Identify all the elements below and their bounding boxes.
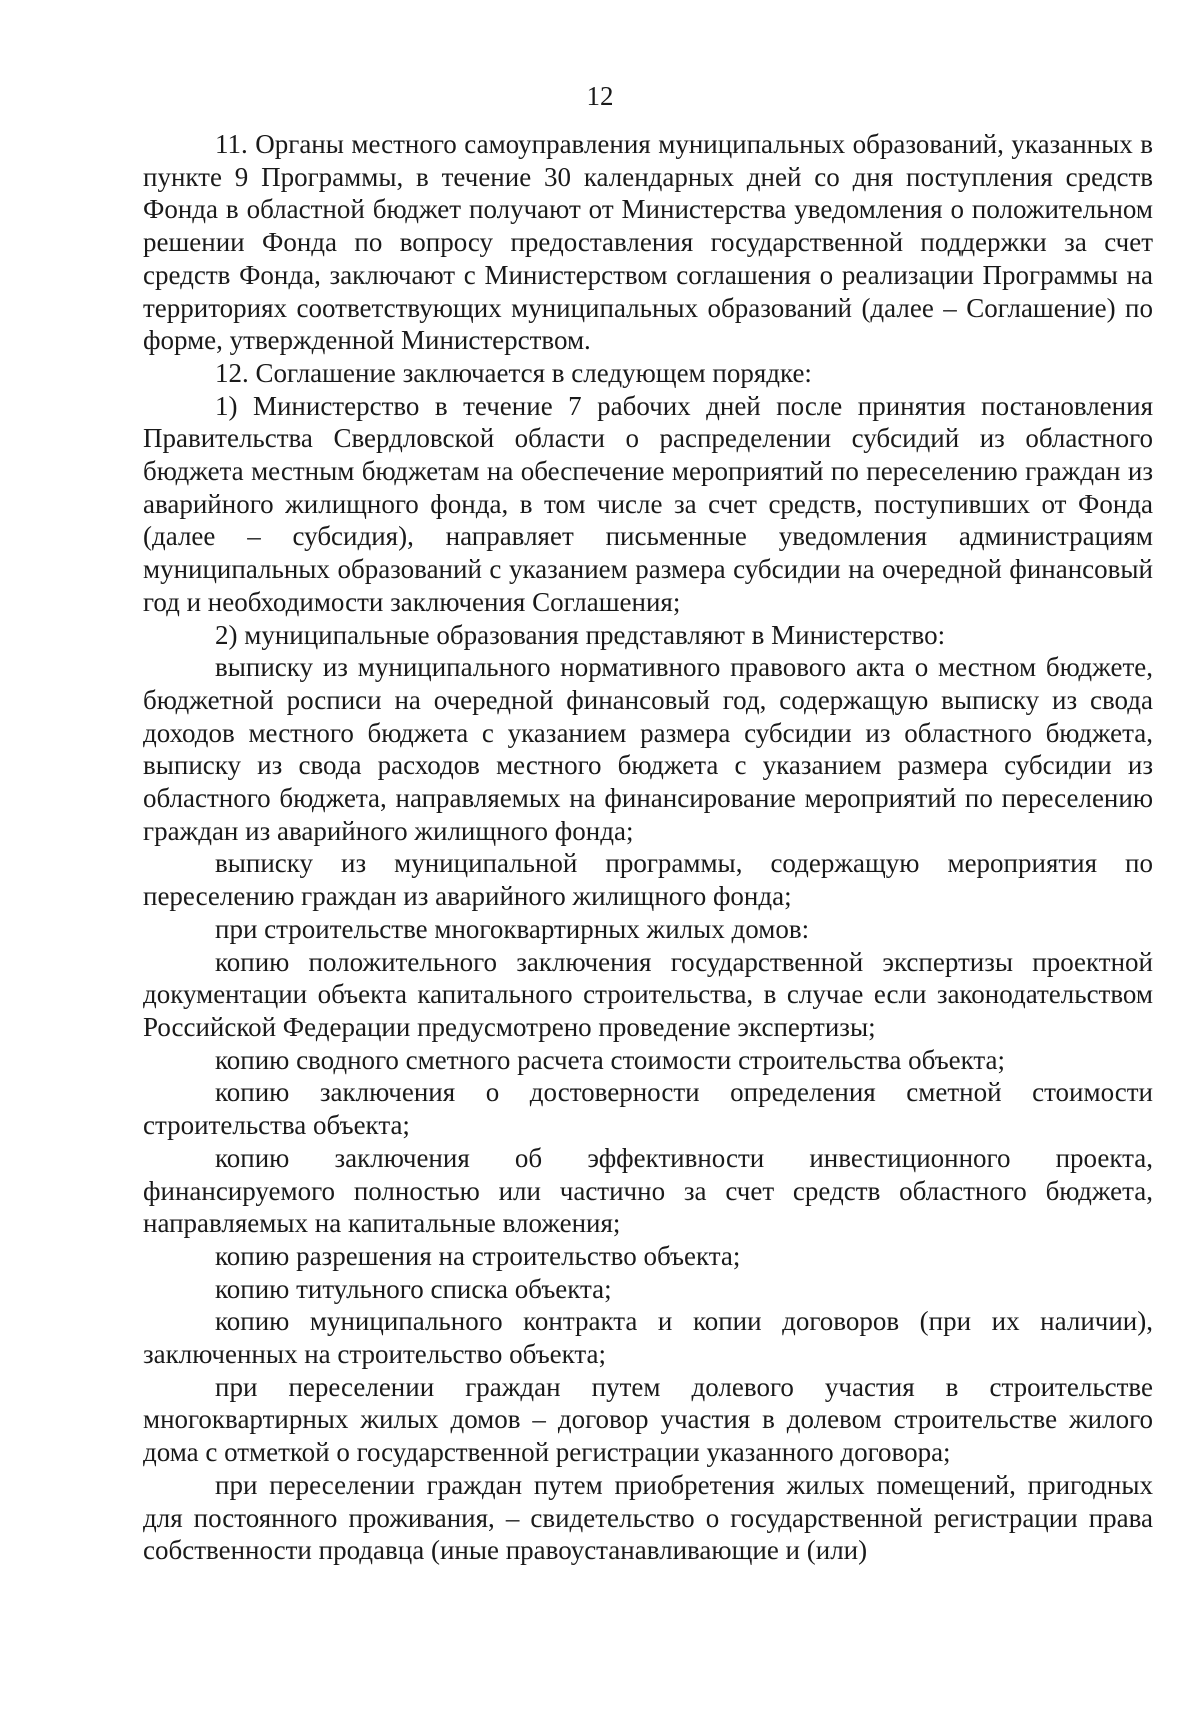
list-item-estimate-copy: копию сводного сметного расчета стоимости строительства объекта; <box>215 1044 1006 1075</box>
paragraph-12-item-2: 2) муниципальные образования представляют в Министерство: <box>215 619 946 650</box>
list-item-contract-copy: копию муниципального контракта и копии договоров (при их наличии), заключенных на строительство объекта; <box>143 1306 1153 1370</box>
paragraph-12-item-1: 1) Министерство в течение 7 рабочих дней после принятия постановления Правительства Свердловской области о распределении субсидий из областного бюджета местным бюджетам на обеспечение мероприятий по переселению граждан из аварийного жилищного фонда, в том числе за счет средств, поступивших от Фонда (далее – субсидия), направляет письменные уведомления администрациям муниципальных образований с указанием размера субсидии на очередной финансовый год и необходимости заключения Соглашения; <box>143 390 1153 617</box>
list-item-cost-reliability-copy: копию заключения о достоверности определения сметной стоимости строительства объекта; <box>143 1077 1153 1141</box>
list-heading-construction: при строительстве многоквартирных жилых домов: <box>215 913 810 944</box>
list-item-purchase: при переселении граждан путем приобретения жилых помещений, пригодных для постоянного проживания, – свидетельство о государственной регистрации права собственности продавца (иные правоустанавливающие и (или) <box>143 1469 1153 1566</box>
list-item-permit-copy: копию разрешения на строительство объекта; <box>215 1240 741 1271</box>
paragraph-12: 12. Соглашение заключается в следующем порядке: <box>215 357 812 388</box>
list-item-efficiency-copy: копию заключения об эффективности инвестиционного проекта, финансируемого полностью или частично за счет средств областного бюджета, направляемых на капитальные вложения; <box>143 1142 1153 1239</box>
list-item-budget-extract: выписку из муниципального нормативного правового акта о местном бюджете, бюджетной росписи на очередной финансовый год, содержащую выписку из свода доходов местного бюджета с указанием размера субсидии из областного бюджета, выписку из свода расходов местного бюджета с указанием размера субсидии из областного бюджета, направляемых на финансирование мероприятий по переселению граждан из аварийного жилищного фонда; <box>143 652 1153 846</box>
list-item-expertise-copy: копию положительного заключения государственной экспертизы проектной документации объекта капитального строительства, в случае если законодательством Российской Федерации предусмотрено проведение экспертизы; <box>143 946 1153 1042</box>
paragraph-11: 11. Органы местного самоуправления муниципальных образований, указанных в пункте 9 Программы, в течение 30 календарных дней со дня поступления средств Фонда в областной бюджет получают от Министерства уведомления о положительном решении Фонда по вопросу предоставления государственной поддержки за счет средств Фонда, заключают с Министерством соглашения о реализации Программы на территориях соответствующих муниципальных образований (далее – Соглашение) по форме, утвержденной Министерством. <box>143 129 1153 356</box>
document-body <box>143 128 1153 1567</box>
list-item-shared-construction: при переселении граждан путем долевого участия в строительстве многоквартирных жилых домов – договор участия в долевом строительстве жилого дома с отметкой о государственной регистрации указанного договора; <box>143 1371 1153 1468</box>
list-item-program-extract: выписку из муниципальной программы, содержащую мероприятия по переселению граждан из аварийного жилищного фонда; <box>143 848 1153 912</box>
list-item-title-list-copy: копию титульного списка объекта; <box>215 1273 612 1304</box>
page-number: 12 <box>586 81 614 111</box>
